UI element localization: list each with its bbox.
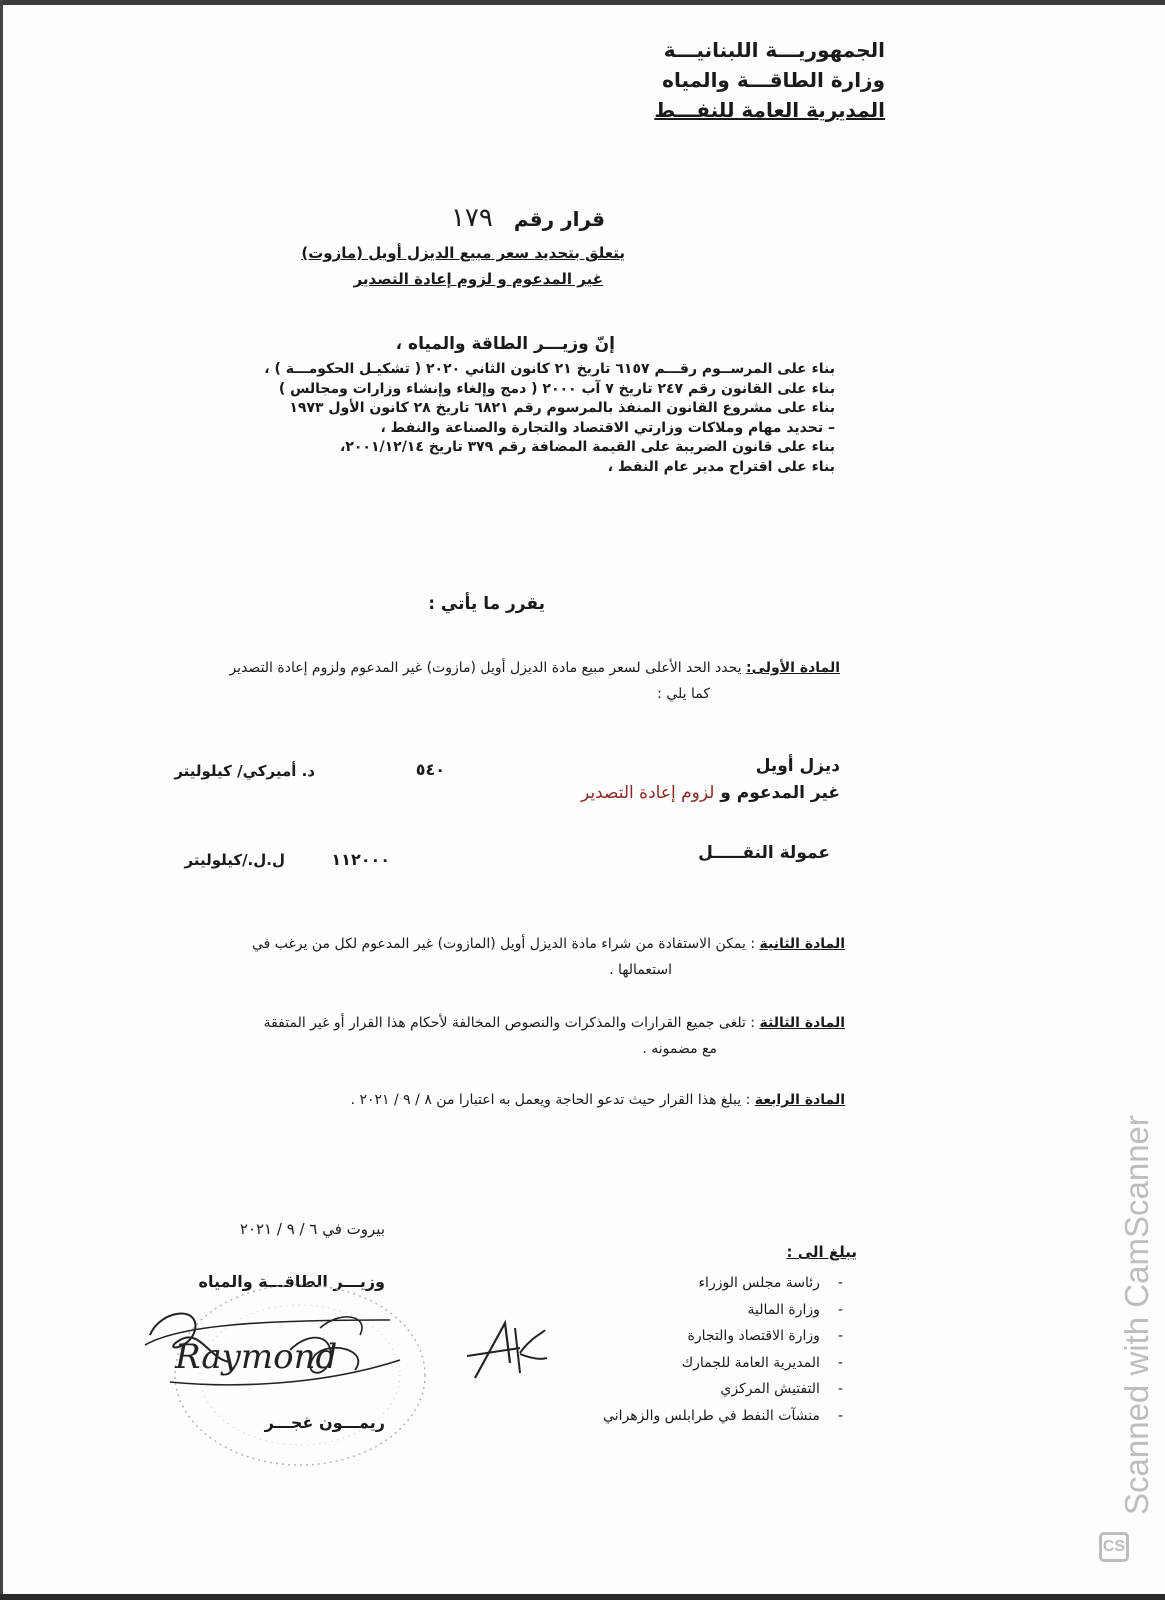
distribution-item: -التفتيش المركزي — [720, 1381, 843, 1397]
scan-left-edge — [0, 0, 3, 1600]
preamble-line: بناء على مشروع القانون المنفذ بالمرسوم رقم ٦٨٢١ تاريخ ٢٨ كانون الأول ١٩٧٣ — [289, 400, 835, 416]
transport-commission-label: عمولة النقـــــل — [698, 843, 830, 863]
article-3-label: المادة الثالثة — [759, 1015, 845, 1031]
initials-mark — [465, 1318, 555, 1388]
distribution-item: -وزارة الاقتصاد والتجارة — [687, 1328, 843, 1344]
article-1 — [229, 656, 840, 680]
article-1-continuation: كما يلي : — [657, 686, 710, 702]
decision-number: ١٧٩ — [450, 203, 493, 233]
article-3 — [264, 1011, 845, 1035]
republic-name: الجمهوريـــة اللبنانيـــة — [663, 38, 885, 62]
decision-number-line — [451, 203, 605, 233]
diesel-note-red: لزوم إعادة التصدير — [580, 783, 715, 803]
signatory-name: ريمـــون غجـــر — [264, 1413, 385, 1432]
handwritten-signature — [140, 1290, 440, 1400]
decides-heading: يقرر ما يأتي : — [428, 594, 545, 614]
article-1-label: المادة الأولى: — [746, 660, 840, 676]
transport-commission-value: ١١٢٠٠٠ — [331, 850, 390, 869]
transport-commission-unit: ل.ل./كيلوليتر — [184, 851, 285, 869]
article-2-text: : يمكن الاستفادة من شراء مادة الديزل أويل (المازوت) غير المدعوم لكل من يرغب في — [251, 936, 760, 952]
preamble-line: – تحديد مهام وملاكات وزارتي الاقتصاد والتجارة والصناعة والنفط ، — [380, 419, 835, 436]
preamble-line: بناء على المرســوم رقـــم ٦١٥٧ تاريخ ٢١ كانون الثاني ٢٠٢٠ ( تشكيـل الحكومـــة ) ، — [264, 361, 835, 377]
distribution-item: -وزارة المالية — [747, 1301, 843, 1318]
article-2 — [252, 932, 845, 956]
decision-label: قرار رقم — [513, 207, 605, 231]
preamble-line: بناء على القانون رقم ٢٤٧ تاريخ ٧ آب ٢٠٠٠ ( دمج وإلغاء وإنشاء وزارات ومجالس ) — [278, 380, 835, 397]
article-2-continuation: استعمالها . — [609, 962, 672, 978]
article-4 — [351, 1088, 845, 1112]
decision-subject-line2: غير المدعوم و لزوم إعادة التصدير — [353, 270, 603, 288]
scan-bottom-edge — [0, 1594, 1165, 1600]
article-3-continuation: مع مضمونه . — [642, 1041, 717, 1057]
decision-subject-line1: يتعلق بتحديد سعر مبيع الديزل أويل (مازوت) — [301, 244, 625, 262]
distribution-item: -منشآت النفط في طرابلس والزهراني — [603, 1407, 843, 1424]
scan-top-edge — [0, 0, 1165, 5]
letterhead — [654, 35, 885, 125]
diesel-note — [581, 783, 840, 803]
issue-date: بيروت في ٦ / ٩ / ٢٠٢١ — [239, 1220, 385, 1238]
diesel-note-black: غير المدعوم و — [714, 783, 840, 803]
signatory-title: وزيـــر الطاقـــة والمياه — [198, 1272, 385, 1291]
distribution-item: -المديرية العامة للجمارك — [681, 1354, 843, 1371]
article-2-label: المادة الثانية — [759, 936, 845, 952]
preamble-line: بناء على قانون الضريبة على القيمة المضافة رقم ٣٧٩ تاريخ ٢٠٠١/١٢/١٤، — [339, 439, 835, 455]
diesel-price: ٥٤٠ — [415, 760, 445, 779]
ministry-name: وزارة الطاقـــة والمياه — [662, 68, 885, 92]
minister-intro: إنّ وزيـــر الطاقة والمياه ، — [395, 334, 615, 354]
camscanner-logo-icon: CS — [1099, 1532, 1129, 1562]
article-3-text: : تلغى جميع القرارات والمذكرات والنصوص المخالفة لأحكام هذا القرار أو غير المتفقة — [263, 1015, 760, 1031]
directorate-name: المديرية العامة للنفـــط — [654, 98, 885, 122]
article-4-text: : يبلغ هذا القرار حيث تدعو الحاجة ويعمل به اعتبارا من ٨ / ٩ / ٢٠٢١ . — [350, 1092, 755, 1108]
diesel-product-name: ديزل أويل — [755, 756, 840, 776]
distribution-title: يبلغ الى : — [786, 1243, 857, 1261]
article-1-text: يحدد الحد الأعلى لسعر مبيع مادة الديزل أويل (مازوت) غير المدعوم ولزوم إعادة التصدير — [229, 660, 747, 676]
preamble-line: بناء على اقتراح مدير عام النفط ، — [607, 458, 835, 475]
distribution-list — [603, 1270, 843, 1429]
distribution-item: -رئاسة مجلس الوزراء — [698, 1275, 843, 1291]
diesel-price-unit: د. أميركي/ كيلوليتر — [174, 762, 315, 780]
signature-handwriting: Raymond — [175, 1337, 338, 1377]
camscanner-watermark: Scanned with CamScanner — [1118, 1115, 1155, 1515]
article-4-label: المادة الرابعة — [754, 1092, 845, 1108]
preamble-clauses — [264, 360, 835, 477]
